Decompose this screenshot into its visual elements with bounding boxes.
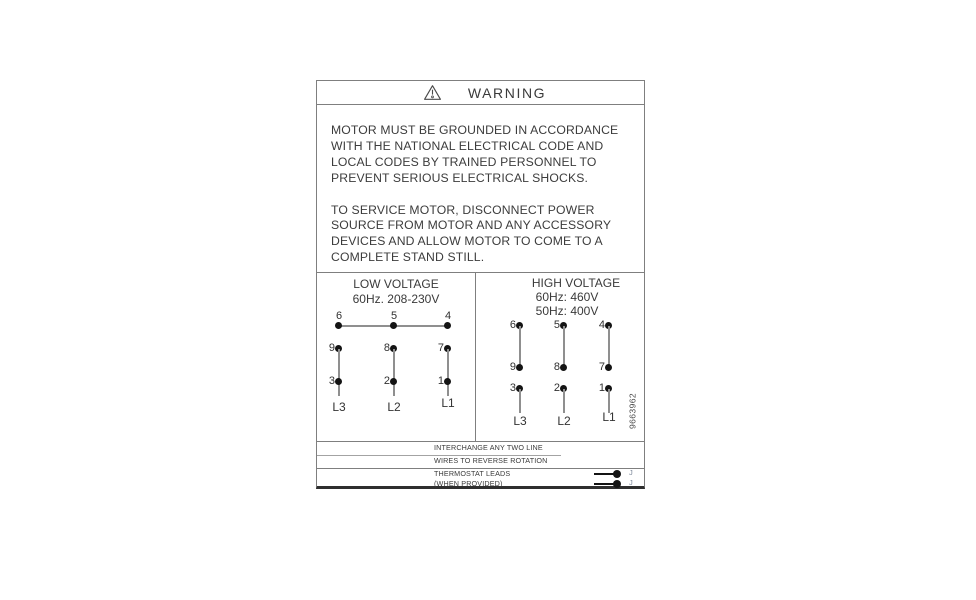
line-label: L1 [441, 396, 455, 410]
wiring-diagram-section [317, 272, 644, 442]
line-label: L3 [332, 400, 346, 414]
thermostat-lead-dot-icon [613, 470, 621, 478]
terminal-dot [390, 378, 397, 385]
service-paragraph [331, 203, 636, 267]
line-label: L2 [557, 414, 571, 428]
footer-divider-partial [317, 455, 561, 456]
thermostat-lead-dot-icon [613, 480, 621, 488]
footer-divider-full [317, 468, 644, 469]
terminal-label: 3 [509, 382, 516, 394]
terminal-label: 5 [553, 319, 560, 331]
interchange-note-line1: INTERCHANGE ANY TWO LINE [434, 444, 543, 452]
high-voltage-panel [475, 273, 645, 442]
body-line: COMPLETE STAND STILL. [331, 250, 485, 265]
body-line: LOCAL CODES BY TRAINED PERSONNEL TO [331, 154, 597, 169]
terminal-label: 7 [598, 361, 605, 373]
line-label: L1 [602, 410, 616, 424]
terminal-dot [390, 322, 397, 329]
warning-label [316, 80, 645, 489]
body-line: MOTOR MUST BE GROUNDED IN ACCORDANCE [331, 123, 619, 137]
warning-body-text [331, 123, 636, 282]
wire-line [519, 389, 521, 413]
thermostat-note-line2: (WHEN PROVIDED) [434, 480, 503, 488]
terminal-dot [560, 364, 567, 371]
terminal-label: 9 [328, 342, 335, 354]
terminal-dot [516, 364, 523, 371]
grounding-paragraph [331, 123, 636, 187]
terminal-label: 1 [598, 382, 605, 394]
terminal-label: 6 [509, 319, 516, 331]
low-voltage-title: LOW VOLTAGE [353, 277, 439, 291]
thermostat-lead-icon [594, 473, 614, 475]
body-line: TO SERVICE MOTOR, DISCONNECT POWER [331, 202, 595, 217]
body-line: PREVENT SERIOUS ELECTRICAL SHOCKS. [331, 170, 589, 185]
terminal-label: 2 [553, 382, 560, 394]
terminal-label: 3 [328, 375, 335, 387]
body-line: SOURCE FROM MOTOR AND ANY ACCESSORY [331, 218, 612, 233]
low-voltage-panel [317, 273, 475, 442]
terminal-label: 9 [509, 361, 516, 373]
terminal-dot [605, 364, 612, 371]
terminal-dot [444, 378, 451, 385]
terminal-label: 2 [383, 375, 390, 387]
high-voltage-subtitle-60hz: 60Hz: 460V [535, 290, 599, 304]
terminal-dot [444, 322, 451, 329]
terminal-label: 4 [598, 319, 605, 331]
terminal-label: 4 [444, 310, 452, 322]
warning-title: WARNING [467, 84, 547, 101]
lead-j-label: J [629, 479, 633, 488]
terminal-label: 8 [553, 361, 560, 373]
wire-line [447, 349, 449, 396]
terminal-label: 5 [390, 310, 398, 322]
body-line: DEVICES AND ALLOW MOTOR TO COME TO A [331, 234, 603, 249]
terminal-label: 6 [335, 310, 343, 322]
label-part-number: 9663962 [628, 392, 639, 430]
body-line: WITH THE NATIONAL ELECTRICAL CODE AND [331, 138, 604, 153]
high-voltage-title: HIGH VOLTAGE [531, 276, 621, 290]
wire-line [563, 389, 565, 413]
warning-header [317, 81, 644, 105]
wire-line [338, 349, 340, 396]
wire-line [608, 326, 610, 368]
terminal-dot [335, 378, 342, 385]
thermostat-note-line1: THERMOSTAT LEADS [434, 470, 511, 478]
wire-line [519, 326, 521, 368]
terminal-label: 7 [437, 342, 444, 354]
line-label: L3 [513, 414, 527, 428]
wire-line [393, 349, 395, 396]
thermostat-lead-icon [594, 483, 614, 485]
interchange-note-line2: WIRES TO REVERSE ROTATION [434, 457, 548, 465]
lead-j-label: J [629, 469, 633, 478]
footer-notes [317, 441, 644, 487]
warning-triangle-icon [423, 84, 442, 101]
terminal-dot [335, 322, 342, 329]
terminal-label: 1 [437, 375, 444, 387]
low-voltage-subtitle: 60Hz. 208-230V [352, 292, 440, 306]
wire-line [563, 326, 565, 368]
terminal-label: 8 [383, 342, 390, 354]
line-label: L2 [387, 400, 401, 414]
high-voltage-subtitle-50hz: 50Hz: 400V [535, 304, 599, 318]
